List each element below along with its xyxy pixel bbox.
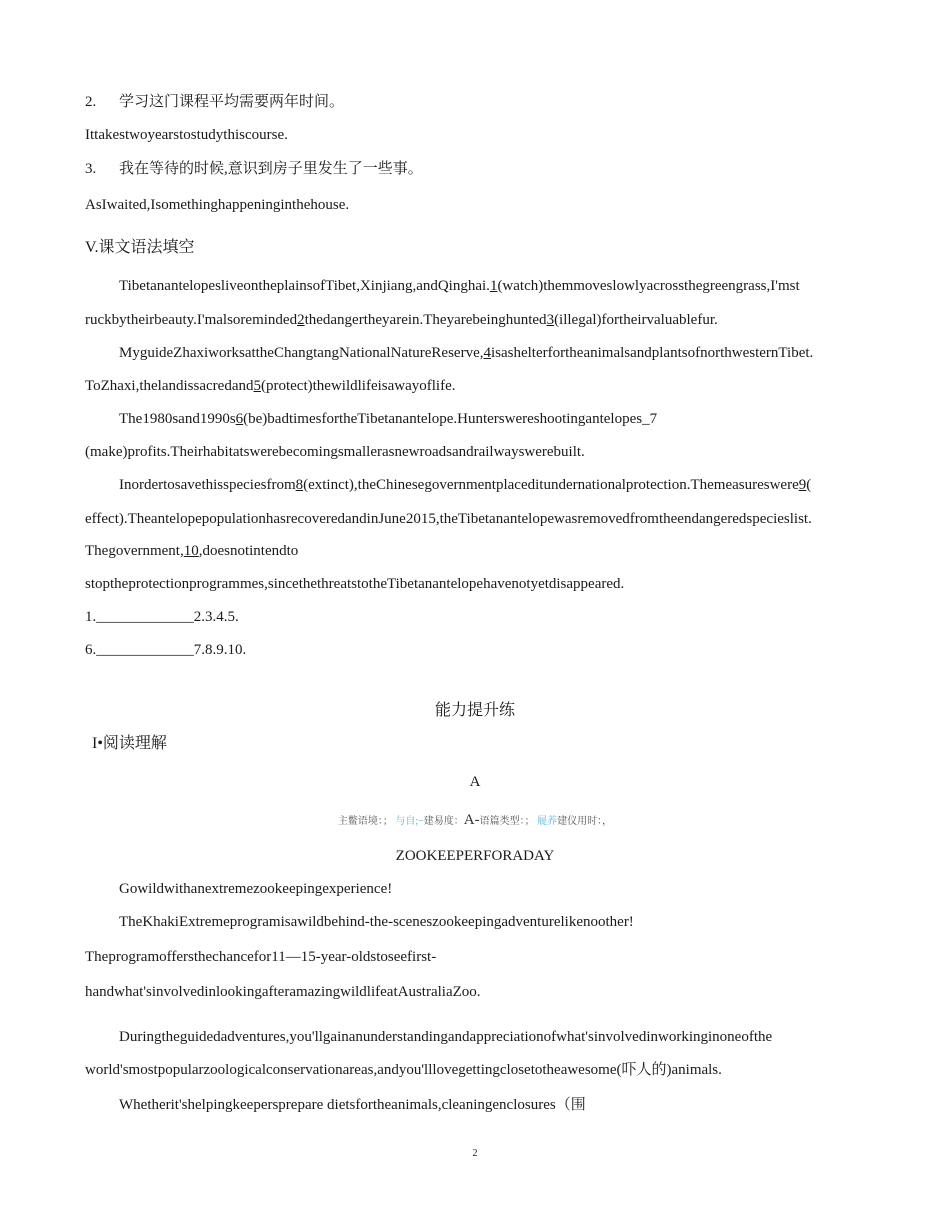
blank-2: 2 xyxy=(297,312,305,328)
blank-10: 10 xyxy=(183,543,199,559)
grammar-p4-line4: stoptheprotectionprogrammes,sincethethreatstotheTibetanantelopehavenotyetdisappeared. xyxy=(85,576,625,592)
text: ( xyxy=(806,477,812,493)
item-number: 2. xyxy=(85,94,97,110)
grammar-p2-line1 xyxy=(119,343,813,363)
grammar-p1-line2 xyxy=(85,310,718,330)
blank-5: 5 xyxy=(253,378,261,394)
answer-line-2: 6._____________7.8.9.10. xyxy=(85,642,247,658)
text: Thegovernment, xyxy=(85,543,184,559)
blank-9: 9 xyxy=(798,477,807,493)
text: (watch)themmoveslowlyacrossthegreengrass,I'mst xyxy=(497,278,800,294)
passage-line: Theprogramoffersthechancefor11—15-year-oldstoseefirst- xyxy=(85,949,437,965)
meta-context-value: 与自;− xyxy=(395,816,424,827)
meta-difficulty-value: A- xyxy=(463,812,480,828)
meta-difficulty-label: 建易度： xyxy=(423,816,464,827)
answer-line-1: 1._____________2.3.4.5. xyxy=(85,609,239,625)
blank-1: 1 xyxy=(489,278,498,294)
passage-meta xyxy=(0,810,950,832)
blank-4: 4 xyxy=(483,345,491,361)
meta-type-label: 语篇类型：； xyxy=(479,816,535,827)
section-heading-grammar: V.课文语法填空 xyxy=(85,239,195,256)
passage-line: handwhat'sinvolvedinlookingafteramazingwildlifeatAustraliaZoo. xyxy=(85,984,481,1000)
item-number: 3. xyxy=(85,161,97,177)
blank-6: 6 xyxy=(235,411,244,427)
grammar-p1-line1 xyxy=(119,276,800,296)
translation-item-3-english: AsIwaited,Isomethinghappeninginthehouse. xyxy=(85,197,350,213)
passage-line: Gowildwithanextremezookeepingexperience! xyxy=(119,881,393,897)
passage-line: world'smostpopularzoologicalconservationareas,andyou'lllovegettingclosetotheawesome(吓人的)animals. xyxy=(85,1062,722,1078)
text: ,doesnotintendto xyxy=(198,543,299,559)
passage-line: Whetherit'shelpingkeepersprepare dietsfortheanimals,cleaningenclosures（围 xyxy=(119,1097,586,1113)
text: TibetanantelopesliveontheplainsofTibet,Xinjiang,andQinghai. xyxy=(119,278,490,294)
blank-3: 3 xyxy=(546,312,555,328)
blank-8: 8 xyxy=(295,477,304,493)
translation-item-3-chinese xyxy=(85,159,423,179)
text: (protect)thewildlifeisawayoflife. xyxy=(260,378,456,394)
reading-heading: I•阅读理解 xyxy=(92,735,167,752)
text: (be)badtimesfortheTibetanantelope.Hunterswereshootingantelopes_7 xyxy=(243,411,658,427)
chinese-sentence: 学习这门课程平均需要两年时间。 xyxy=(119,94,345,110)
passage-line: TheKhakiExtremeprogramisawildbehind-the-sceneszookeepingadventurelikenoother! xyxy=(119,914,634,930)
passage-line: Duringtheguidedadventures,you'llgainanunderstandingandappreciationofwhat'sinvolvedinworkinginoneofthe xyxy=(119,1029,773,1045)
grammar-p3-line1 xyxy=(119,409,657,429)
text: (extinct),theChinesegovernmentplaceditundernationalprotection.Themeasureswere xyxy=(303,477,799,493)
translation-item-2-chinese xyxy=(85,92,344,112)
grammar-p4-line1 xyxy=(119,475,811,495)
text: ToZhaxi,thelandissacredand xyxy=(85,378,254,394)
grammar-p2-line2 xyxy=(85,376,456,396)
text: isashelterfortheanimalsandplantsofnorthwesternTibet. xyxy=(490,345,814,361)
meta-context-label: 主鳖语境：； xyxy=(337,816,393,827)
meta-type-value: 屣养 xyxy=(537,816,558,827)
text: Inordertosavethisspeciesfrom xyxy=(119,477,296,493)
passage-letter: A xyxy=(469,774,481,790)
chinese-sentence: 我在等待的时候,意识到房子里发生了一些事。 xyxy=(119,161,423,177)
passage-title: ZOOKEEPERFORADAY xyxy=(395,848,555,864)
grammar-p3-line2: (make)profits.Theirhabitatswerebecomingsmallerasnewroadsandrailwayswerebuilt. xyxy=(85,444,585,460)
grammar-p4-line3 xyxy=(85,541,298,561)
text: thedangertheyarein.Theyarebeinghunted xyxy=(304,312,547,328)
meta-time-label: 建仪用时：， xyxy=(557,816,613,827)
translation-item-2-english: Ittakestwoyearstostudythiscourse. xyxy=(85,127,288,143)
text: MyguideZhaxiworksattheChangtangNationalNatureReserve, xyxy=(119,345,484,361)
page-number: 2 xyxy=(472,1148,478,1159)
text: ruckbytheirbeauty.I'malsoreminded xyxy=(85,312,298,328)
text: The1980sand1990s xyxy=(119,411,236,427)
section-title-ability: 能力提升练 xyxy=(434,702,515,719)
grammar-p4-line2: effect).TheantelopepopulationhasrecoveredandinJune2015,theTibetanantelopewasremovedfromtheendangeredspecieslist. xyxy=(85,511,812,527)
text: (illegal)fortheirvaluablefur. xyxy=(554,312,718,328)
